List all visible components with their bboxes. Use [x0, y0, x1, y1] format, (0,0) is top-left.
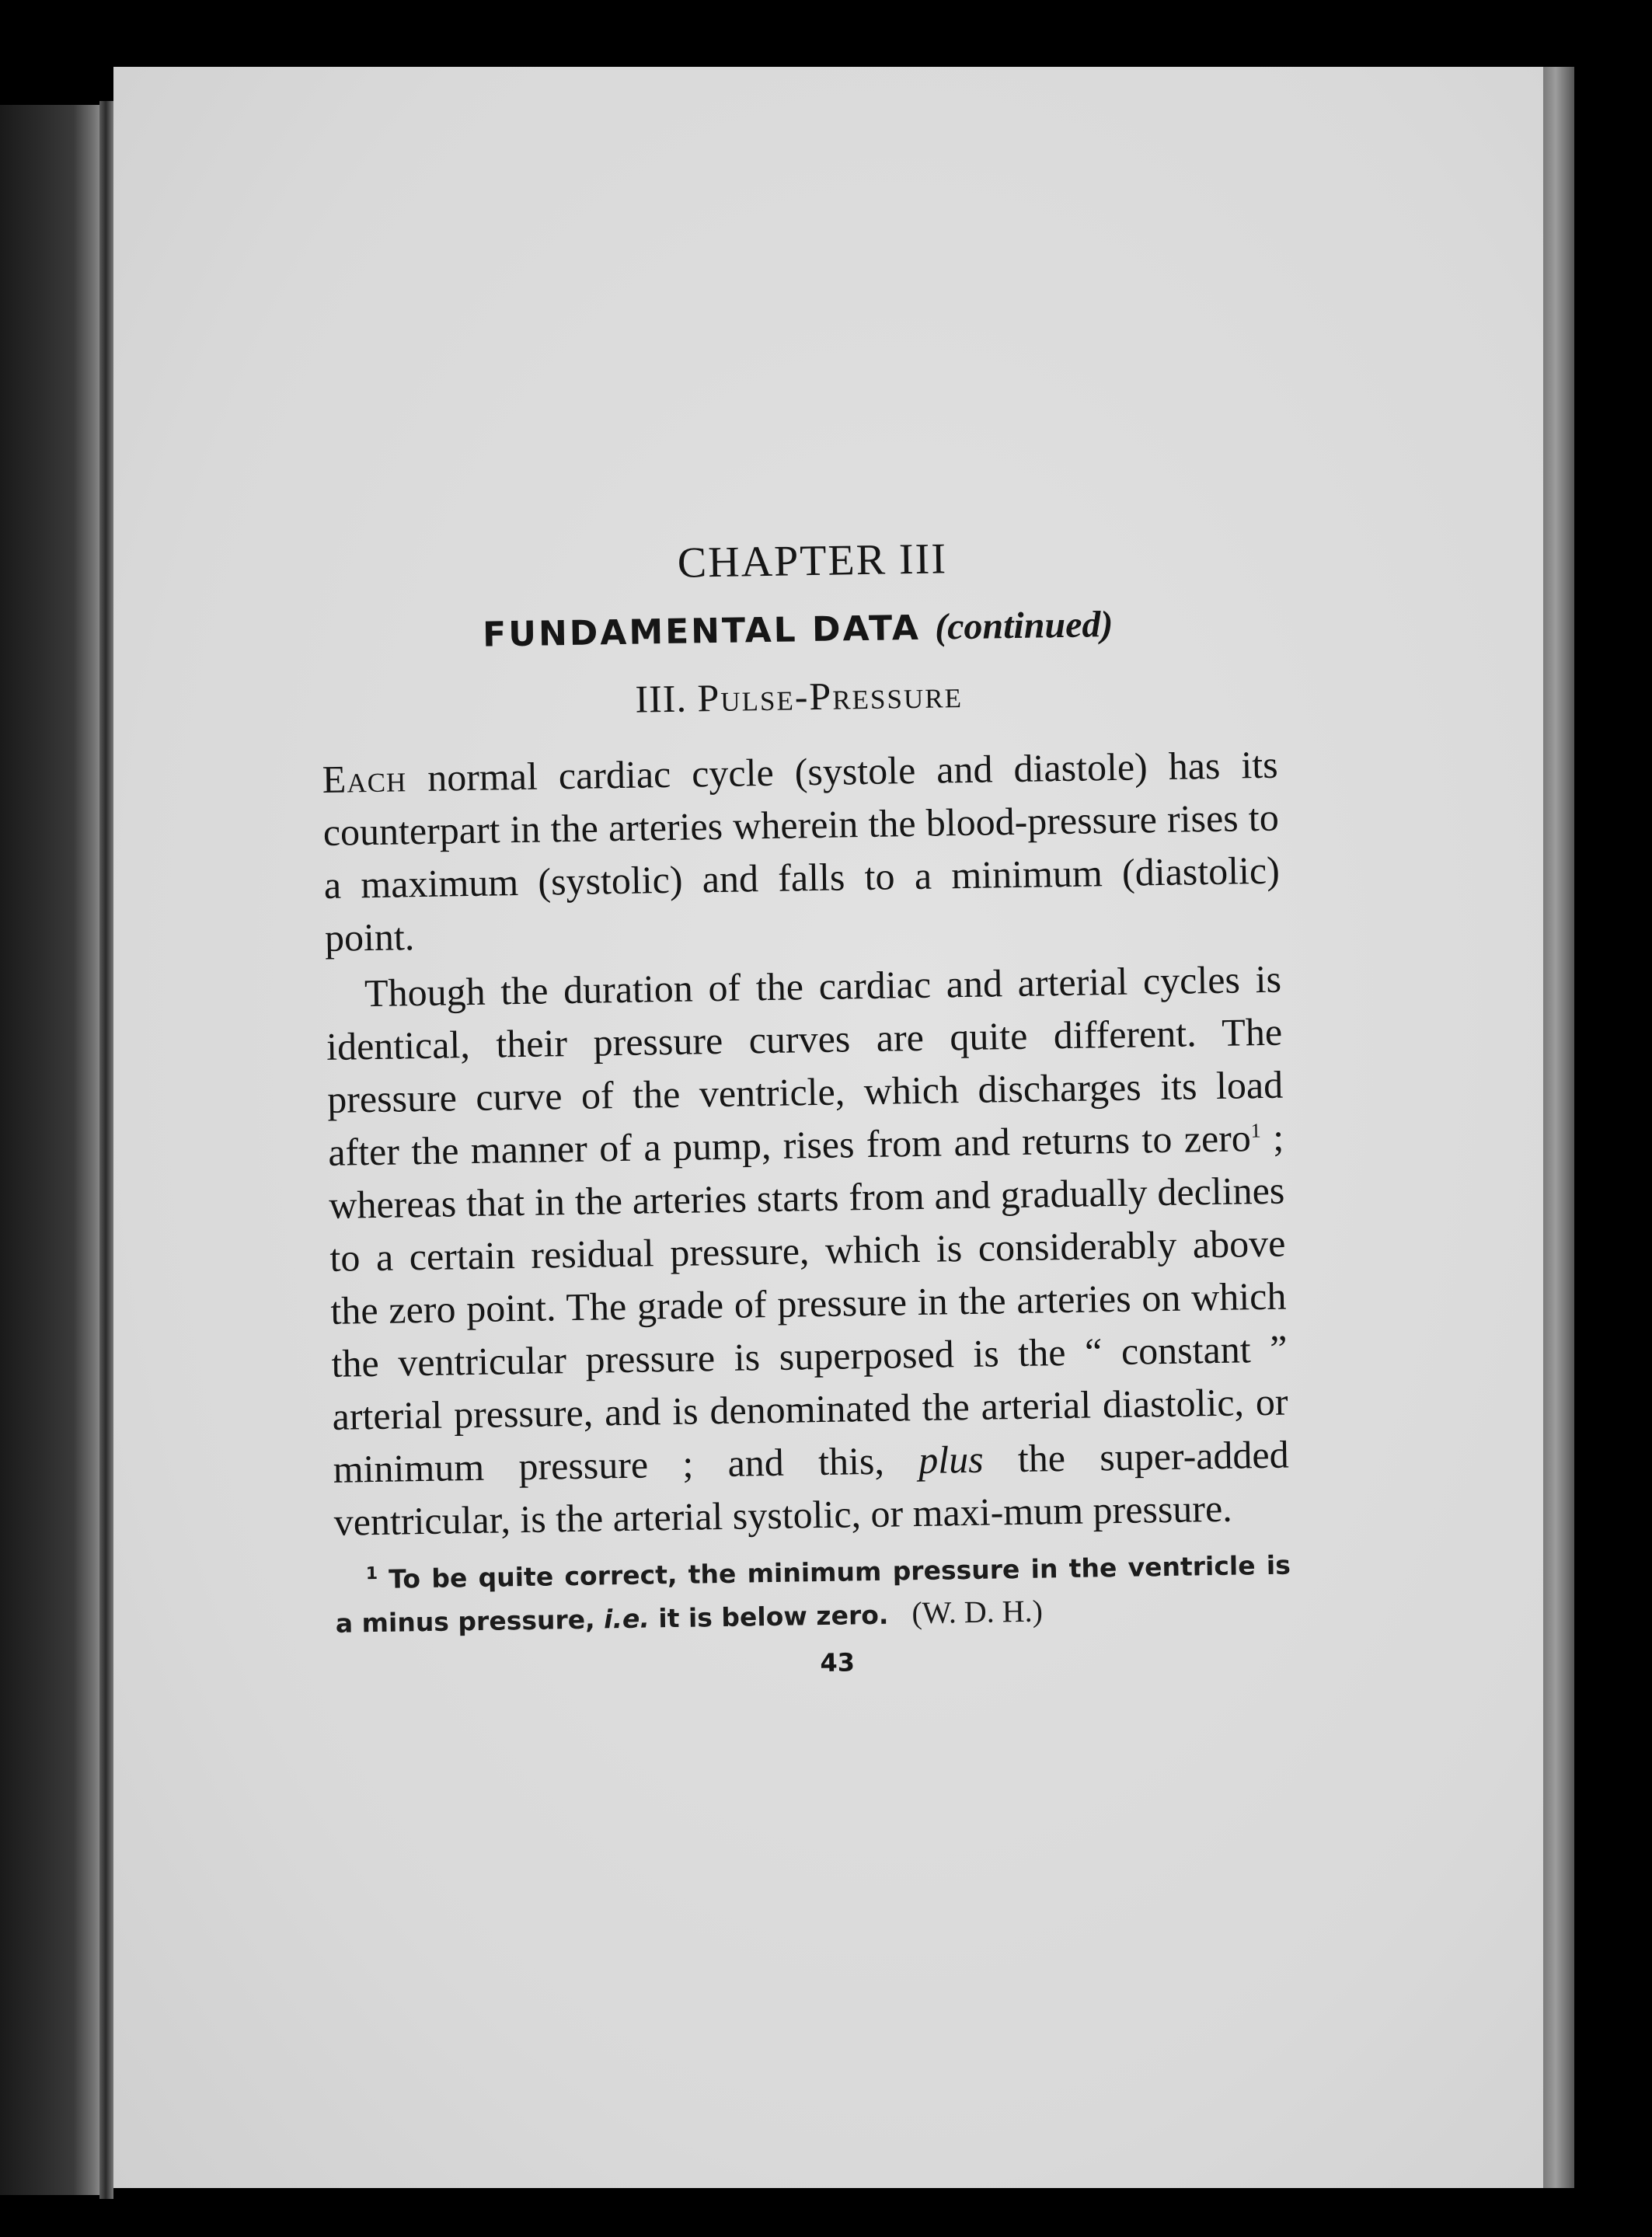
paragraph-2-part1: Though the duration of the cardiac and arterial cycles is identical, their pressure curves are quite different. The pressure curve of the ventricle, which discharges its load after the manner of a pump, rises from and returns to zero: [326, 956, 1284, 1174]
footnote-reference: 1: [1250, 1119, 1261, 1142]
footnote-emphasis: i.e.: [603, 1603, 650, 1635]
paragraph-2-part3: the super-added ventricular, is the arterial systolic, or maxi-mum pressure.: [333, 1432, 1290, 1544]
left-page-edge: [0, 105, 105, 2195]
footnote-part1: To be quite correct, the minimum pressure in the ventricle is a minus pressure,: [335, 1549, 1291, 1639]
paragraph-2: [326, 953, 1291, 1549]
chapter-title: CHAPTER III: [677, 535, 948, 587]
page-number: 43: [820, 1647, 856, 1678]
book-gutter: [99, 101, 113, 2199]
heading-main: FUNDAMENTAL DATA: [482, 608, 922, 655]
paragraph-1: [322, 738, 1281, 964]
footnote-signature: (W. D. H.): [911, 1593, 1044, 1631]
heading-suffix: (continued): [934, 603, 1114, 648]
footnote-part2: it is below zero.: [658, 1599, 889, 1634]
paragraph-1-lead: Each: [322, 756, 407, 801]
paragraph-2-part2: ; whereas that in the arteries starts from and gradually declines to a certain residual pressure, which is considerably above the zero point. The grade of pressure in the arteries on which the ventricular pressure is superposed is the “ constant ” arterial pressure, and is denominated the arterial diastolic, or minimum pressure ; and this,: [328, 1115, 1288, 1491]
footnote-mark: 1: [365, 1563, 378, 1584]
section-title: [321, 667, 1277, 727]
chapter-heading: [319, 601, 1276, 658]
section-name: Pulse-Pressure: [697, 672, 964, 720]
footnote: [335, 1545, 1292, 1645]
right-page-edge: [1543, 67, 1574, 2188]
page-text-block: [319, 529, 1292, 1685]
paragraph-1-text: normal cardiac cycle (systole and diastole) has its counterpart in the arteries wherein the blood-pressure rises to a maximum (systolic) and falls to a minimum (diastolic) point.: [322, 742, 1281, 960]
section-number: III.: [635, 676, 688, 721]
paragraph-2-emphasis: plus: [918, 1437, 984, 1483]
